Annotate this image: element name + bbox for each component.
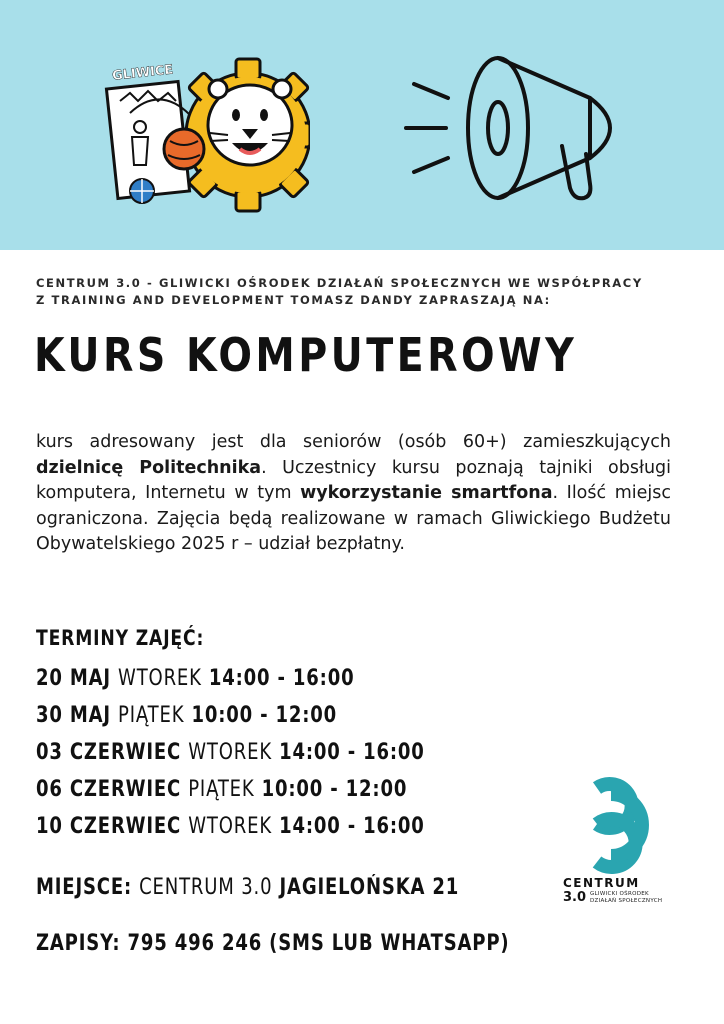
description-part-2: . Uczestnicy kursu poznają tajniki obsługi komputera, Internetu w tym (36, 457, 672, 503)
gliwice-lion-logo (100, 45, 310, 215)
centrum-logo-number: 3.0 (563, 890, 587, 905)
schedule-row (36, 740, 425, 765)
schedule-row (36, 703, 337, 728)
city-illustration-icon (106, 82, 204, 203)
session-day: PIĄTEK (118, 703, 185, 728)
session-day: WTOREK (188, 814, 272, 839)
session-time: 10:00 - 12:00 (261, 777, 408, 802)
session-day: WTOREK (118, 666, 202, 691)
schedule-row (36, 666, 354, 691)
centrum-logo-name: CENTRUM (563, 876, 640, 890)
centrum-logo-sub-1: GLIWICKI OŚRODEK (590, 891, 649, 897)
intro-line-1: CENTRUM 3.0 - GLIWICKI OŚRODEK DZIAŁAŃ SPOŁECZNYCH WE WSPÓŁPRACY (36, 276, 643, 290)
location-label: MIEJSCE: (36, 875, 133, 900)
session-time: 14:00 - 16:00 (279, 814, 425, 839)
location-line (36, 875, 459, 900)
description-bold-district: dzielnicę Politechnika (36, 457, 262, 478)
session-date: 30 MAJ (36, 703, 111, 728)
header-banner (0, 0, 724, 250)
schedule-row (36, 777, 407, 802)
session-date: 10 CZERWIEC (36, 814, 182, 839)
location-place: CENTRUM 3.0 (139, 875, 273, 900)
intro-line-2: Z TRAINING AND DEVELOPMENT TOMASZ DANDY ZAPRASZAJĄ NA: (36, 293, 551, 307)
signup-line: ZAPISY: 795 496 246 (SMS LUB WHATSAPP) (36, 931, 510, 956)
gliwice-logo-text: GLIWICE (111, 62, 175, 84)
session-time: 14:00 - 16:00 (279, 740, 425, 765)
description-part-3: . Ilość miejsc ograniczona. Zajęcia będą realizowane w ramach Gliwickiego Budżetu Obywatelskiego 2025 r – udział bezpłatny. (36, 483, 671, 554)
session-time: 14:00 - 16:00 (208, 666, 355, 691)
location-address: JAGIELOŃSKA 21 (279, 875, 460, 900)
course-description (36, 430, 671, 558)
lion-face-icon (208, 80, 292, 165)
description-bold-smartphone: wykorzystanie smartfona (300, 483, 553, 503)
session-time: 10:00 - 12:00 (191, 703, 338, 728)
centrum-logo-sub-2: DZIAŁAŃ SPOŁECZNYCH (590, 898, 663, 904)
session-day: PIĄTEK (188, 777, 255, 802)
session-date: 03 CZERWIEC (36, 740, 182, 765)
centrum-logo-subtitle (590, 891, 662, 905)
session-date: 06 CZERWIEC (36, 777, 182, 802)
session-day: WTOREK (188, 740, 272, 765)
intro-text (36, 275, 688, 309)
description-part-1: kurs adresowany jest dla seniorów (osób 60+) zamieszkujących (36, 432, 671, 452)
schedule-row (36, 814, 425, 839)
session-date: 20 MAJ (36, 666, 111, 691)
schedule-heading: TERMINY ZAJĘĆ: (36, 626, 205, 650)
megaphone-icon (402, 52, 634, 202)
page-title: KURS KOMPUTEROWY (34, 328, 578, 382)
